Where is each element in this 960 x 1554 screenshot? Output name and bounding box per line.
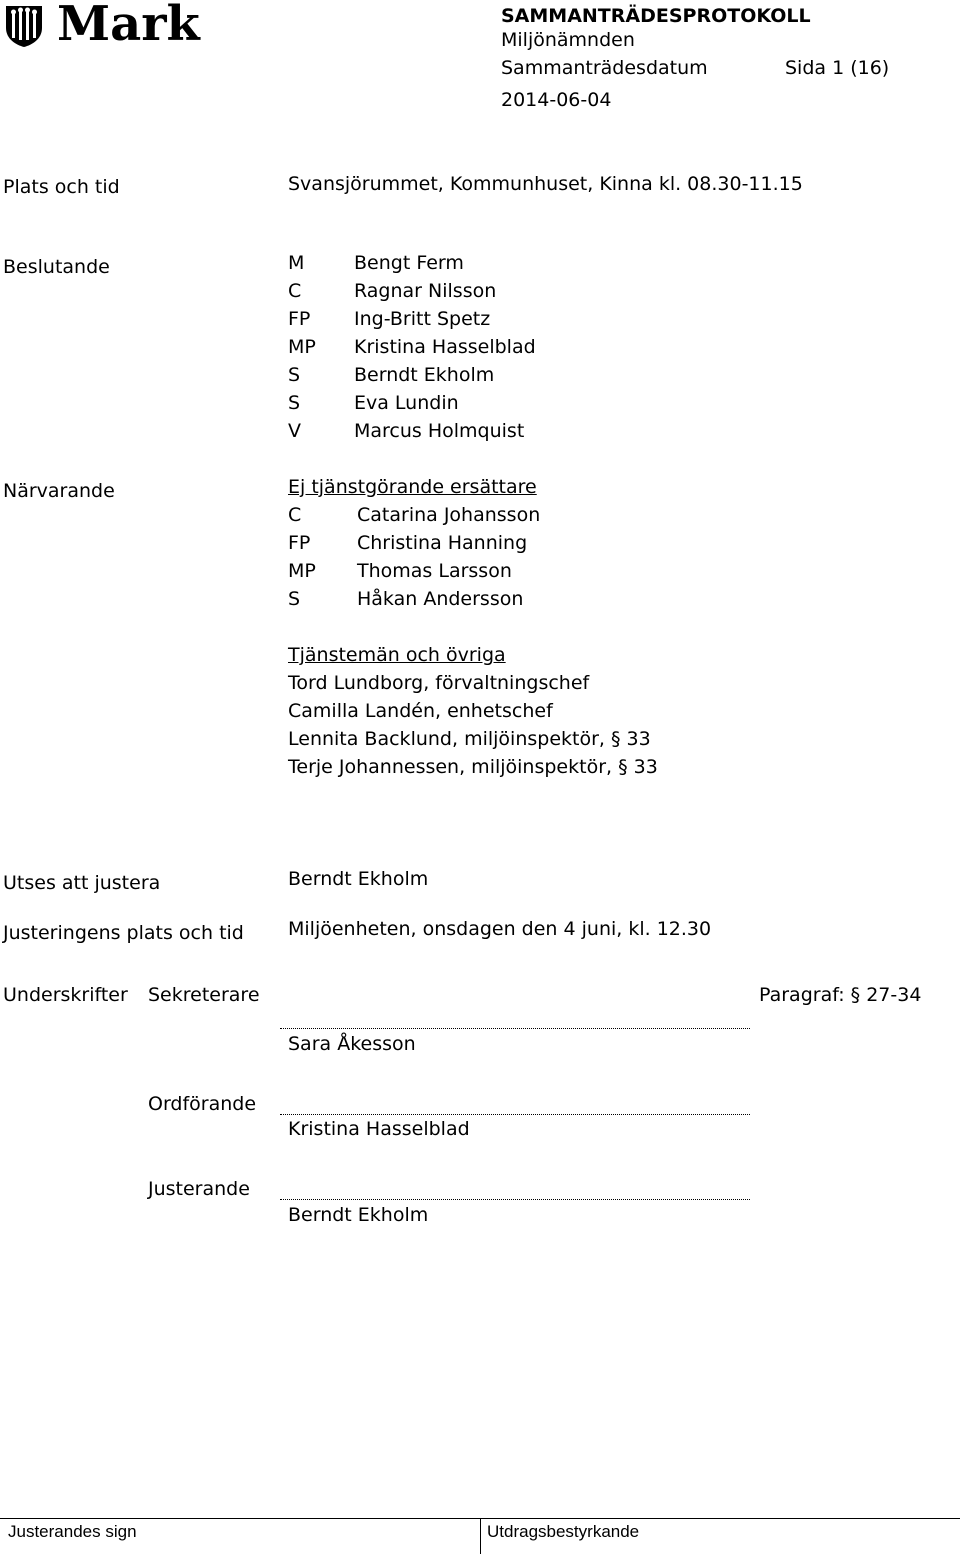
substitute-name: Håkan Andersson (357, 588, 524, 610)
footer-adjusters-sign: Justerandes sign (8, 1522, 137, 1541)
adjuster-value: Berndt Ekholm (288, 868, 429, 890)
official-entry: Camilla Landén, enhetschef (288, 700, 553, 722)
document-type: SAMMANTRÄDESPROTOKOLL (501, 5, 811, 27)
member-party: C (288, 280, 302, 302)
officials-heading: Tjänstemän och övriga (288, 644, 506, 666)
secretary-role: Sekreterare (148, 984, 260, 1006)
substitutes-heading: Ej tjänstgörande ersättare (288, 476, 537, 498)
member-party: FP (288, 308, 311, 330)
logo-wordmark: Mark (57, 0, 200, 52)
meeting-date: 2014-06-04 (501, 89, 612, 111)
coat-of-arms-icon (4, 4, 44, 48)
adjuster-name: Berndt Ekholm (288, 1204, 429, 1226)
substitute-party: FP (288, 532, 311, 554)
member-name: Marcus Holmquist (354, 420, 525, 442)
member-party: M (288, 252, 305, 274)
member-name: Berndt Ekholm (354, 364, 495, 386)
official-entry: Lennita Backlund, miljöinspektör, § 33 (288, 728, 651, 750)
footer-extract-certification: Utdragsbestyrkande (487, 1522, 640, 1541)
substitute-party: C (288, 504, 302, 526)
adjust-place-value: Miljöenheten, onsdagen den 4 juni, kl. 12.30 (288, 918, 712, 940)
substitute-name: Catarina Johansson (357, 504, 541, 526)
footer-divider (480, 1519, 481, 1554)
substitute-name: Christina Hanning (357, 532, 528, 554)
meeting-date-label: Sammanträdesdatum (501, 57, 708, 79)
substitute-party: MP (288, 560, 316, 582)
deciding-label: Beslutande (3, 256, 110, 278)
member-party: V (288, 420, 301, 442)
member-name: Bengt Ferm (354, 252, 464, 274)
chair-role: Ordförande (148, 1093, 257, 1115)
paragraph-range: Paragraf: § 27-34 (759, 984, 922, 1006)
adjuster-label: Utses att justera (3, 872, 161, 894)
member-name: Ing-Britt Spetz (354, 308, 491, 330)
chair-name: Kristina Hasselblad (288, 1118, 470, 1140)
adjust-place-label: Justeringens plats och tid (3, 922, 244, 944)
member-name: Kristina Hasselblad (354, 336, 536, 358)
chair-signature-line (280, 1114, 750, 1115)
member-name: Ragnar Nilsson (354, 280, 497, 302)
member-party: MP (288, 336, 316, 358)
place-label: Plats och tid (3, 176, 120, 198)
secretary-signature-line (280, 1028, 750, 1029)
committee-name: Miljönämnden (501, 29, 635, 51)
secretary-name: Sara Åkesson (288, 1033, 416, 1055)
page-number: Sida 1 (16) (785, 57, 890, 79)
member-party: S (288, 392, 301, 414)
signatures-label: Underskrifter (3, 984, 128, 1006)
present-label: Närvarande (3, 480, 115, 502)
member-party: S (288, 364, 301, 386)
member-name: Eva Lundin (354, 392, 459, 414)
official-entry: Tord Lundborg, förvaltningschef (288, 672, 590, 694)
adjuster-role: Justerande (148, 1178, 250, 1200)
place-value: Svansjörummet, Kommunhuset, Kinna kl. 08.30-11.15 (288, 173, 803, 195)
official-entry: Terje Johannessen, miljöinspektör, § 33 (288, 756, 658, 778)
substitute-party: S (288, 588, 301, 610)
substitute-name: Thomas Larsson (357, 560, 512, 582)
adjuster-signature-line (280, 1199, 750, 1200)
